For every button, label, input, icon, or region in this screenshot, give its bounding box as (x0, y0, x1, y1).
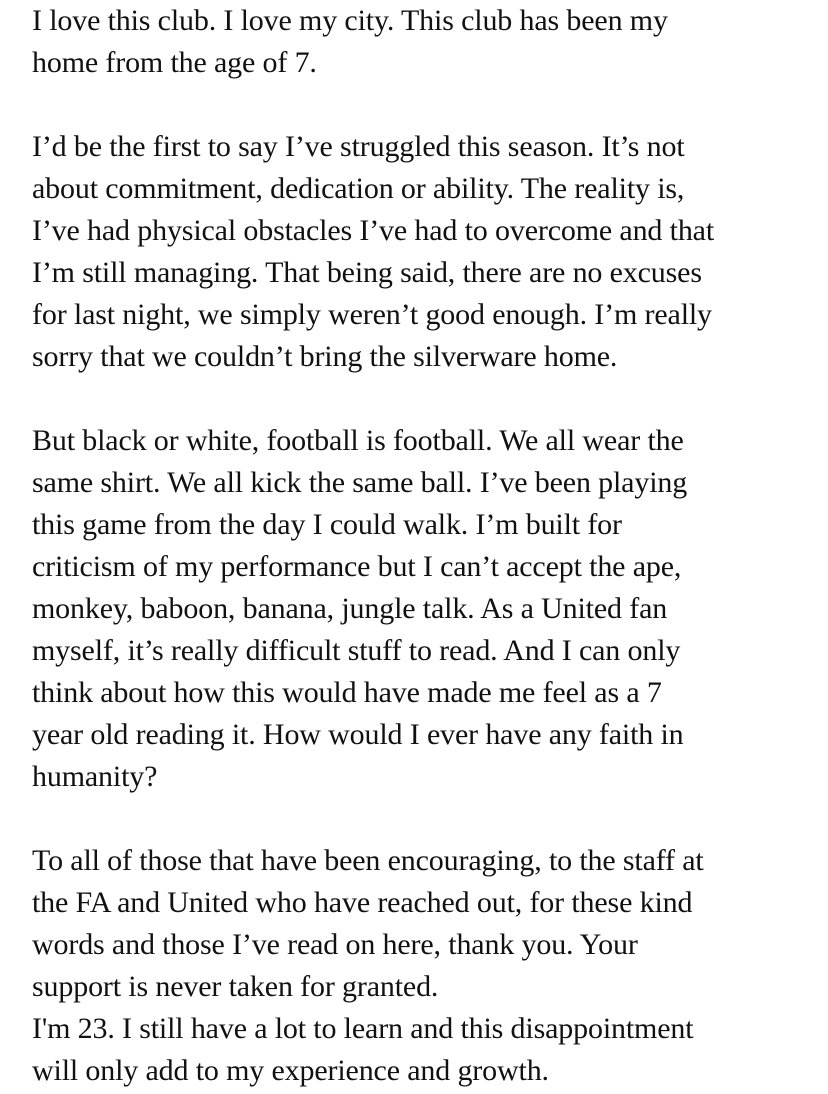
text-line: sorry that we couldn’t bring the silverware home. (32, 340, 618, 373)
text-line: criticism of my performance but I can’t accept the ape, (32, 550, 682, 583)
text-line: about commitment, dedication or ability. The reality is, (32, 172, 685, 205)
text-line: I love this club. I love my city. This club has been my (32, 4, 668, 37)
text-line: To all of those that have been encouraging, to the staff at (32, 844, 704, 877)
paragraph (32, 126, 822, 378)
text-line: year old reading it. How would I ever have any faith in (32, 718, 684, 751)
text-line: words and those I’ve read on here, thank you. Your (32, 928, 638, 961)
paragraph-gap (32, 84, 822, 126)
text-line: monkey, baboon, banana, jungle talk. As a United fan (32, 592, 668, 625)
text-line: will only add to my experience and growth. (32, 1054, 549, 1087)
text-line: support is never taken for granted. (32, 970, 439, 1003)
paragraph-gap (32, 378, 822, 420)
statement-document (32, 0, 822, 1092)
text-line: the FA and United who have reached out, for these kind (32, 886, 693, 919)
paragraph (32, 0, 822, 84)
text-line: I’m still managing. That being said, there are no excuses (32, 256, 702, 289)
text-line: think about how this would have made me feel as a 7 (32, 676, 662, 709)
text-line: I’ve had physical obstacles I’ve had to overcome and that (32, 214, 715, 247)
paragraph (32, 840, 822, 1092)
text-line: myself, it’s really difficult stuff to read. And I can only (32, 634, 681, 667)
paragraph-gap (32, 798, 822, 840)
text-line: home from the age of 7. (32, 46, 317, 79)
text-line: same shirt. We all kick the same ball. I’ve been playing (32, 466, 688, 499)
text-line: humanity? (32, 760, 158, 793)
text-line: this game from the day I could walk. I’m built for (32, 508, 622, 541)
text-line: But black or white, football is football. We all wear the (32, 424, 684, 457)
paragraph (32, 420, 822, 798)
text-line: for last night, we simply weren’t good enough. I’m really (32, 298, 712, 331)
text-line: I'm 23. I still have a lot to learn and this disappointment (32, 1012, 694, 1045)
text-line: I’d be the first to say I’ve struggled this season. It’s not (32, 130, 685, 163)
